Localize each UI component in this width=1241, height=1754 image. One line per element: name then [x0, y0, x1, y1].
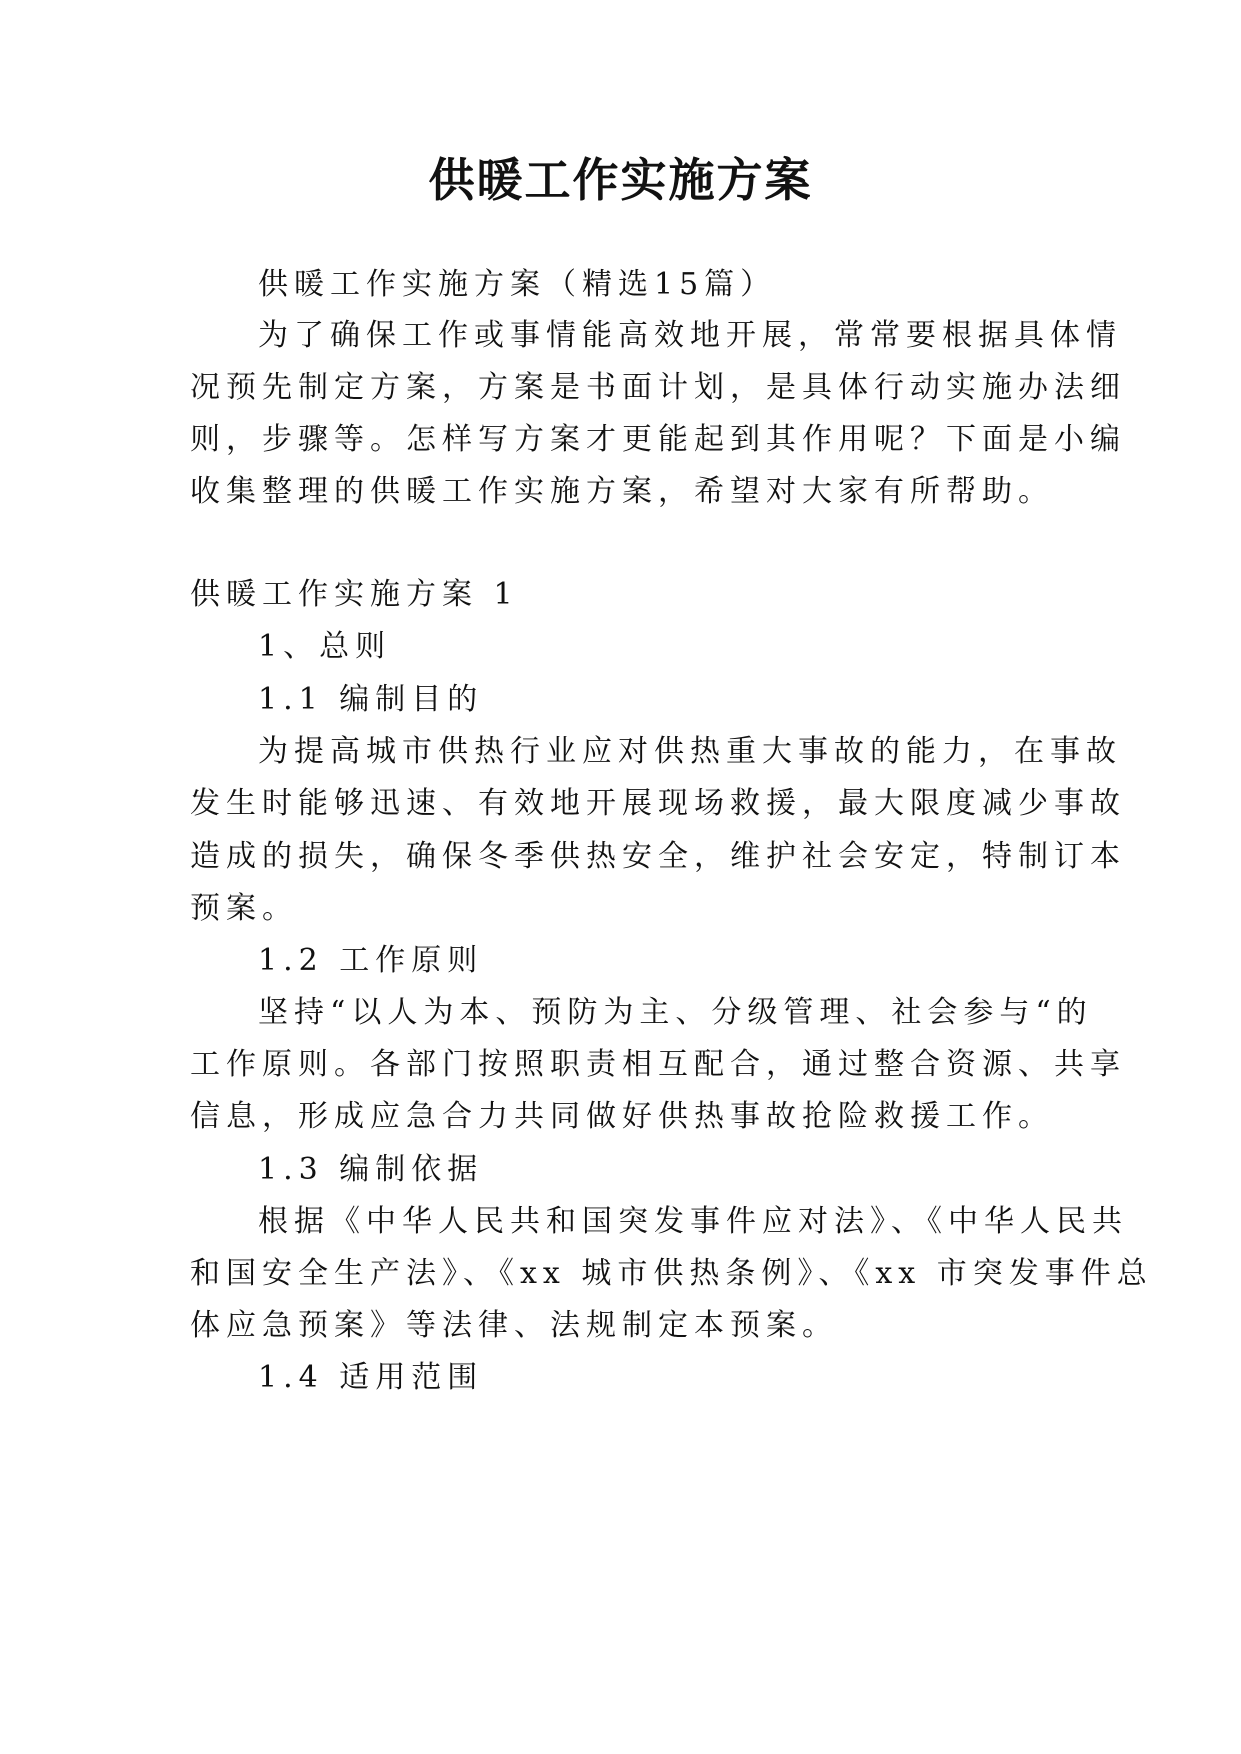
paragraph-line: 为了确保工作或事情能高效地开展，常常要根据具体情 — [258, 318, 1122, 353]
subsection-heading: 1、总则 — [258, 629, 392, 664]
paragraph-line: 根据《中华人民共和国突发事件应对法》、《中华人民共 — [258, 1204, 1128, 1239]
section-heading: 供暖工作实施方案 1 — [190, 577, 519, 612]
subsection-heading: 1.2 工作原则 — [258, 943, 484, 978]
subsection-heading: 1.4 适用范围 — [258, 1360, 484, 1395]
paragraph-line: 预案。 — [190, 891, 298, 926]
paragraph-line: 为提高城市供热行业应对供热重大事故的能力，在事故 — [258, 734, 1122, 769]
subsection-heading: 1.3 编制依据 — [258, 1152, 484, 1187]
paragraph-line: 造成的损失，确保冬季供热安全，维护社会安定，特制订本 — [190, 839, 1126, 874]
document-title: 供暖工作实施方案 — [428, 153, 813, 207]
paragraph-line: 发生时能够迅速、有效地开展现场救援，最大限度减少事故 — [190, 786, 1126, 821]
paragraph-line: 坚持“以人为本、预防为主、分级管理、社会参与“的 — [258, 995, 1093, 1030]
subtitle-line: 供暖工作实施方案（精选15篇） — [258, 267, 777, 302]
paragraph-line: 体应急预案》等法律、法规制定本预案。 — [190, 1308, 838, 1343]
paragraph-line: 收集整理的供暖工作实施方案，希望对大家有所帮助。 — [190, 474, 1054, 509]
paragraph-line: 工作原则。各部门按照职责相互配合，通过整合资源、共享 — [190, 1047, 1126, 1082]
subsection-heading: 1.1 编制目的 — [258, 682, 484, 717]
paragraph-line: 则，步骤等。怎样写方案才更能起到其作用呢？下面是小编 — [190, 422, 1126, 457]
paragraph-line: 信息，形成应急合力共同做好供热事故抢险救援工作。 — [190, 1099, 1054, 1134]
paragraph-line: 和国安全生产法》、《xx 城市供热条例》、《xx 市突发事件总 — [190, 1256, 1153, 1291]
paragraph-line: 况预先制定方案，方案是书面计划，是具体行动实施办法细 — [190, 370, 1126, 405]
